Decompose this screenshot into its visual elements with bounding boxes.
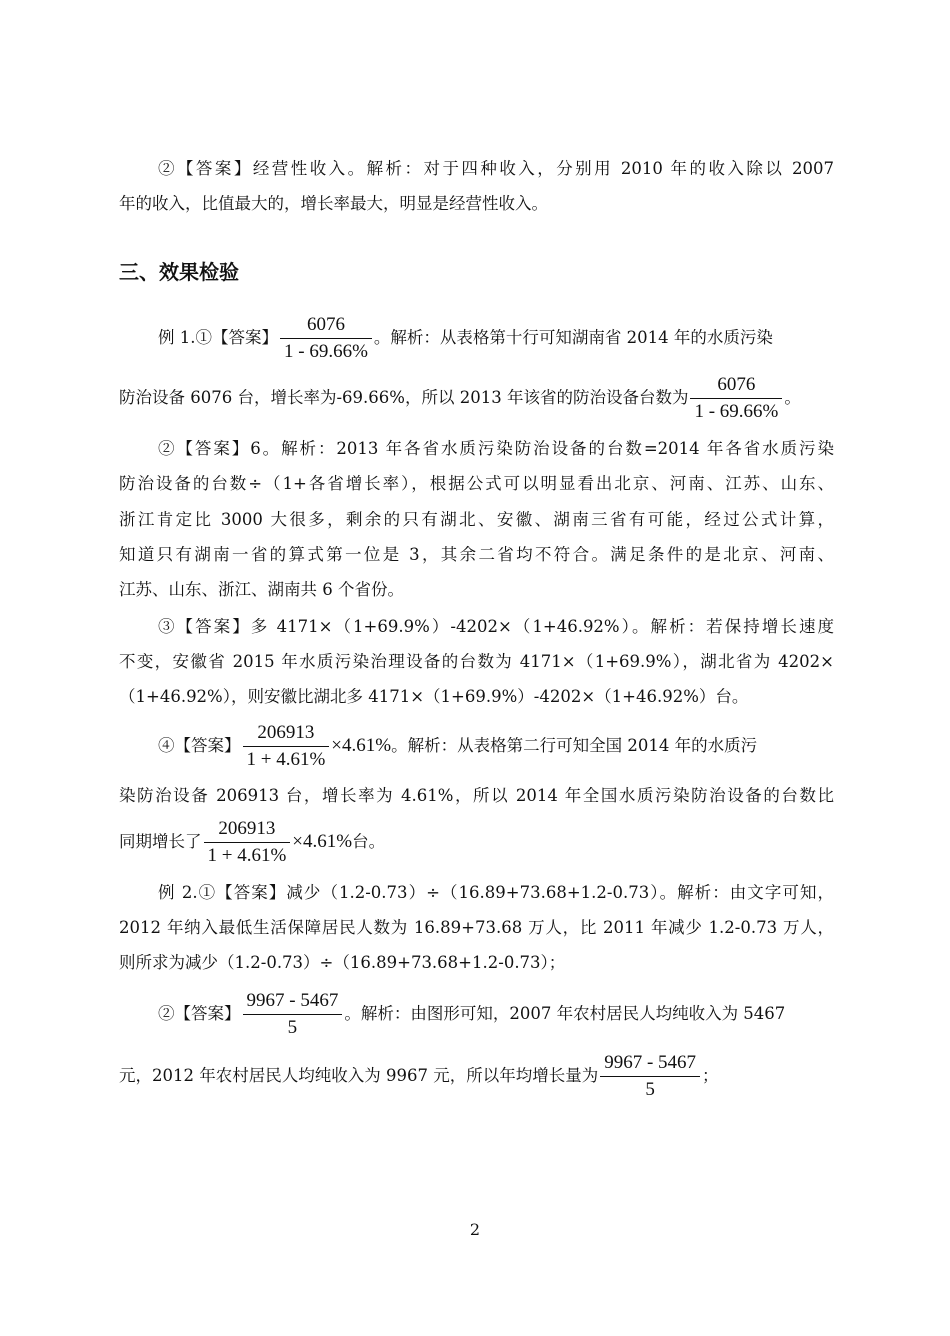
- ex1-a4-fraction-repeat: [204, 818, 291, 867]
- ex1-a1-fraction-repeat: [690, 374, 782, 423]
- ex1-a2-line-3: 浙江肯定比 3000 大很多，剩余的只有湖北、安徽、湖南三省有可能，经过公式计算，: [119, 510, 834, 529]
- ex1-a1-denominator-repeat: 1 - 69.66%: [694, 401, 779, 422]
- ex2-a1-line-2: 2012 年纳入最低生活保障居民人数为 16.89+73.68 万人，比 2011 年减少 1.2-0.73 万人，: [119, 918, 834, 937]
- ex1-a4-numerator-repeat: 206913: [204, 818, 291, 843]
- ex1-a1-numerator-repeat: 6076: [690, 374, 782, 399]
- ex1-a4-multiplier: ×4.61%: [331, 735, 392, 756]
- ex1-a3-line-3: （1+46.92%），则安徽比湖北多 4171×（1+69.9%）-4202×（1+46.92%）台。: [119, 687, 749, 706]
- ex2-a2-denominator: 5: [287, 1017, 298, 1038]
- ex1-a1-suffix: 。解析：从表格第十行可知湖南省 2014 年的水质污染: [373, 328, 773, 347]
- ex2-a2-line2-suffix: ；: [702, 1066, 719, 1085]
- section-title: 三、效果检验: [119, 260, 239, 284]
- ex1-a4-line3-prefix: 同期增长了: [119, 832, 202, 851]
- ex2-a1-line-1: 例 2.①【答案】减少（1.2-0.73）÷（16.89+73.68+1.2-0.73）。解析：由文字可知，: [158, 883, 834, 902]
- ex1-a4-line3-suffix: 台。: [352, 832, 386, 851]
- ex2-a1-line-3: 则所求为减少（1.2-0.73）÷（16.89+73.68+1.2-0.73）；: [119, 953, 566, 972]
- ex2-a2-fraction: [243, 990, 343, 1039]
- ex1-a4-numerator: 206913: [243, 722, 330, 747]
- ex1-answer1-line2: [119, 374, 834, 423]
- ex1-a3-line-2: 不变，安徽省 2015 年水质污染治理设备的台数为 4171×（1+69.9%），湖北省为 4202×: [119, 652, 834, 671]
- ex1-a4-denominator-repeat: 1 + 4.61%: [207, 845, 287, 866]
- ex1-a4-multiplier-repeat: ×4.61%: [292, 831, 353, 852]
- ex1-a4-suffix: 。解析：从表格第二行可知全国 2014 年的水质污: [391, 736, 758, 755]
- ex2-a2-line2-prefix: 元，2012 年农村居民人均纯收入为 9967 元，所以年均增长量为: [119, 1066, 599, 1085]
- ex2-a2-numerator: 9967 - 5467: [243, 990, 343, 1015]
- ex2-a2-fraction-repeat: [600, 1052, 700, 1101]
- ex1-a1-line2-suffix: 。: [784, 388, 801, 407]
- ex1-a3-line-1: ③【答案】多 4171×（1+69.9%）-4202×（1+46.92%）。解析：若保持增长速度: [158, 617, 834, 636]
- ex1-a1-fraction: [280, 314, 372, 363]
- ex1-a1-line2-prefix: 防治设备 6076 台，增长率为-69.66%，所以 2013 年该省的防治设备台数为: [119, 388, 689, 407]
- ex1-a4-line-2: 染防治设备 206913 台，增长率为 4.61%，所以 2014 年全国水质污染防治设备的台数比: [119, 786, 834, 805]
- ex1-a4-fraction: [243, 722, 330, 771]
- ex1-answer1-line1: [158, 314, 834, 363]
- ex1-a1-numerator: 6076: [280, 314, 372, 339]
- ex2-a2-prefix: ②【答案】: [158, 1004, 241, 1023]
- ex1-a2-line-1: ②【答案】6。解析：2013 年各省水质污染防治设备的台数=2014 年各省水质污染: [158, 439, 834, 458]
- ex1-a2-line-4: 知道只有湖南一省的算式第一位是 3，其余二省均不符合。满足条件的是北京、河南、: [119, 545, 834, 564]
- ex1-a1-prefix: 例 1.①【答案】: [158, 328, 278, 347]
- ex1-a2-line-2: 防治设备的台数÷（1+各省增长率），根据公式可以明显看出北京、河南、江苏、山东、: [119, 474, 834, 493]
- ex1-answer4-line3: [119, 818, 834, 867]
- ex1-answer4-line1: [158, 722, 834, 771]
- ex1-a4-prefix: ④【答案】: [158, 736, 241, 755]
- ex2-answer2-line1: [158, 990, 834, 1039]
- ex1-a2-line-5: 江苏、山东、浙江、湖南共 6 个省份。: [119, 580, 404, 599]
- ex1-a1-denominator: 1 - 69.66%: [284, 341, 368, 362]
- intro-line-1: ②【答案】经营性收入。解析：对于四种收入，分别用 2010 年的收入除以 2007: [158, 159, 834, 178]
- intro-line-2: 年的收入，比值最大的，增长率最大，明显是经营性收入。: [119, 194, 548, 213]
- ex2-a2-suffix: 。解析：由图形可知，2007 年农村居民人均纯收入为 5467: [344, 1004, 786, 1023]
- ex1-a4-denominator: 1 + 4.61%: [246, 749, 326, 770]
- ex2-a2-denominator-repeat: 5: [645, 1079, 655, 1100]
- ex2-a2-numerator-repeat: 9967 - 5467: [600, 1052, 700, 1077]
- ex2-answer2-line2: [119, 1052, 834, 1101]
- page-number: 2: [469, 1220, 481, 1239]
